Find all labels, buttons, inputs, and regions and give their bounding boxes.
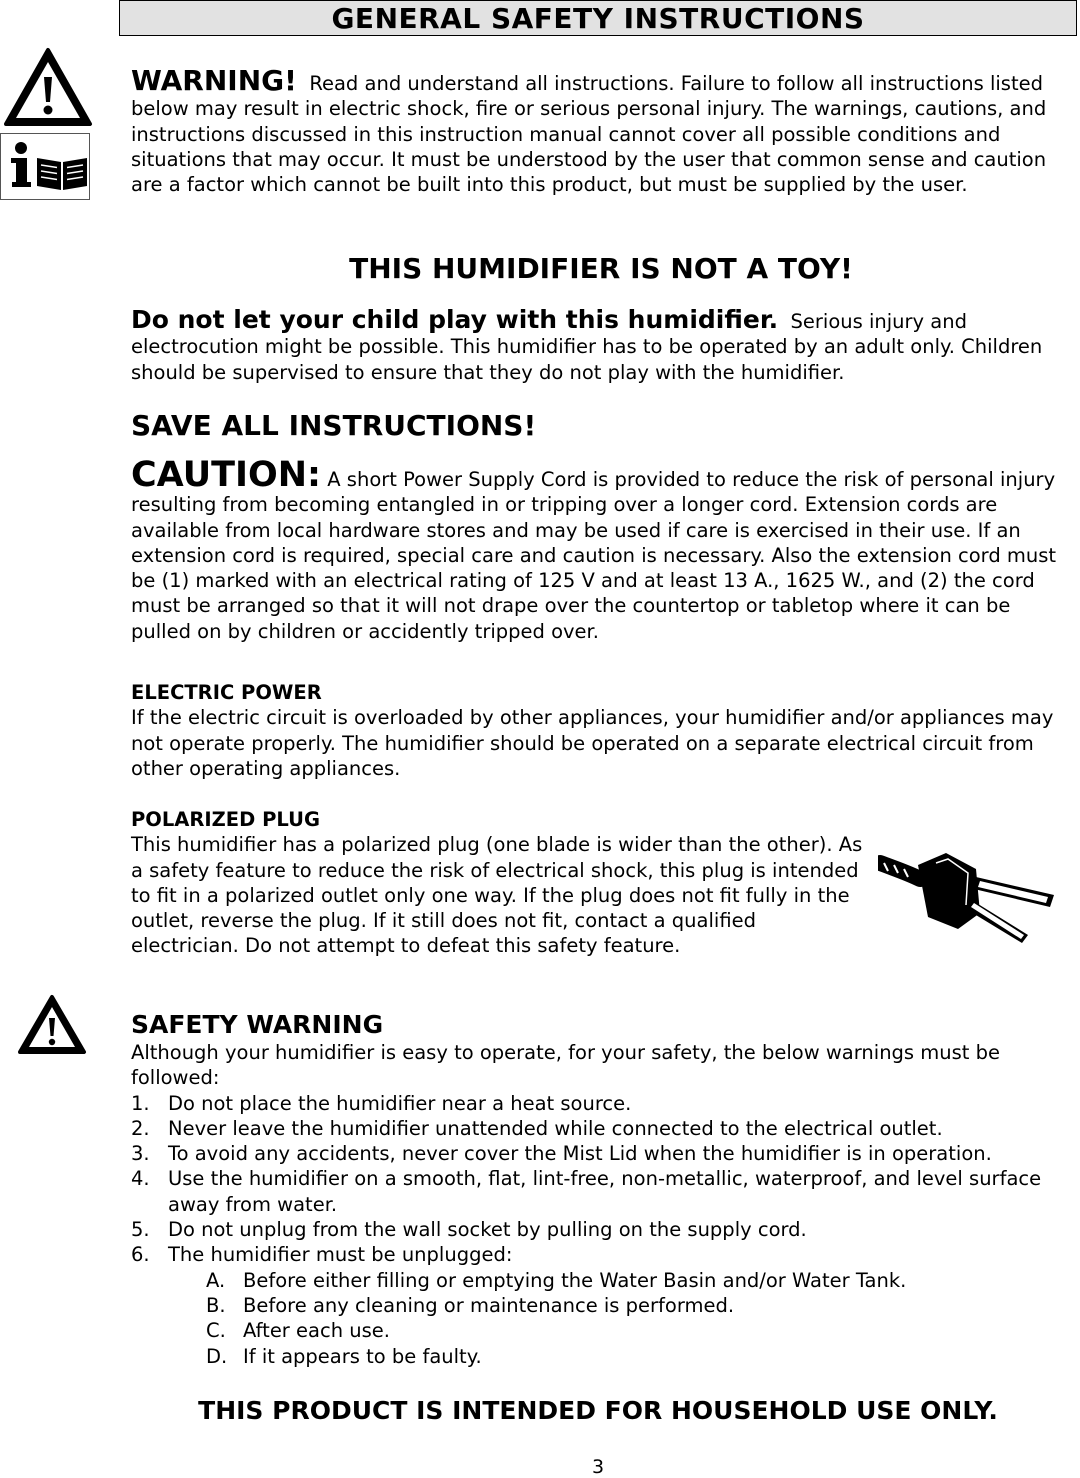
info-manual-icon <box>0 133 90 200</box>
list-item <box>131 1116 1076 1141</box>
safety-warning-heading: SAFETY WARNING <box>131 1010 384 1039</box>
list-item-number: 6. <box>131 1243 150 1267</box>
sub-list-item-text: After each use. <box>243 1319 390 1343</box>
page-title: GENERAL SAFETY INSTRUCTIONS <box>119 0 1077 36</box>
sub-list-item <box>131 1268 1076 1293</box>
sub-list-item-text: Before either filling or emptying the Water Basin and/or Water Tank. <box>243 1268 907 1292</box>
sub-list-item-letter: C. <box>206 1319 226 1343</box>
sub-list-item-text: If it appears to be faulty. <box>243 1344 482 1368</box>
child-paragraph <box>131 307 1071 385</box>
electric-power-section <box>131 680 1071 781</box>
warning-paragraph <box>131 64 1071 197</box>
warning-label: WARNING! <box>131 64 297 97</box>
list-item-text: The humidifier must be unplugged: <box>168 1243 513 1267</box>
page-number: 3 <box>591 1456 605 1478</box>
list-item <box>131 1141 1076 1166</box>
caution-text: A short Power Supply Cord is provided to reduce the risk of personal injury resulting from becoming entangled in or tripping over a longer cord. Extension cords are available from local hardware stores and may be used if care is exercised in their use. If an extension cord is required, special care and caution is necessary. Also the extension cord must be (1) marked with an electrical rating of 125 V and at least 13 A., 1625 W., and (2) the cord must be arranged so that it will not drape over the countertop or tabletop where it can be pulled on by children or accidently tripped over. <box>131 468 1057 643</box>
sub-list-item-letter: D. <box>206 1344 228 1368</box>
polarized-plug-icon <box>878 843 1058 943</box>
electric-power-heading: ELECTRIC POWER <box>131 681 322 704</box>
list-item-number: 3. <box>131 1142 150 1166</box>
sub-list-item <box>131 1293 1076 1318</box>
list-item-text: Use the humidifier on a smooth, flat, lint-free, non-metallic, waterproof, and level surface away from water. <box>168 1167 1042 1216</box>
list-item-number: 5. <box>131 1218 150 1242</box>
sub-list-item <box>131 1344 1076 1369</box>
list-item <box>131 1166 1076 1217</box>
list-item-text: To avoid any accidents, never cover the Mist Lid when the humidifier is in operation. <box>168 1142 992 1166</box>
safety-warning-list <box>131 1091 1076 1369</box>
save-heading: SAVE ALL INSTRUCTIONS! <box>131 409 537 442</box>
caution-label: CAUTION: <box>131 455 322 495</box>
safety-warning-icon <box>17 994 87 1056</box>
list-item-text: Never leave the humidifier unattended while connected to the electrical outlet. <box>168 1116 943 1140</box>
list-item-number: 1. <box>131 1091 150 1115</box>
sub-list-item <box>131 1318 1076 1343</box>
list-item-text: Do not unplug from the wall socket by pulling on the supply cord. <box>168 1218 807 1242</box>
child-text: Serious injury and electrocution might be possible. This humidifier has to be operated by an adult only. Children should be supervised to ensure that they do not play with the humidifier. <box>131 310 1043 384</box>
household-notice: THIS PRODUCT IS INTENDED FOR HOUSEHOLD USE ONLY. <box>198 1396 998 1425</box>
caution-paragraph <box>131 455 1071 644</box>
child-lead: Do not let your child play with this humidifier. <box>131 305 779 334</box>
warning-triangle-icon <box>3 46 93 128</box>
warning-text: Read and understand all instructions. Failure to follow all instructions listed below may result in electric shock, fire or serious personal injury. The warnings, cautions, and instructions discussed in this instruction manual cannot cover all possible conditions and situations that may occur. It must be understood by the user that common sense and caution are a factor which cannot be built into this product, but must be supplied by the user. <box>131 72 1047 197</box>
list-item <box>131 1242 1076 1267</box>
safety-warning-section <box>131 1010 1076 1369</box>
list-item-number: 4. <box>131 1167 150 1191</box>
sub-list-item-text: Before any cleaning or maintenance is performed. <box>243 1293 735 1317</box>
polarized-plug-section <box>131 807 866 959</box>
sub-list-item-letter: A. <box>206 1268 226 1292</box>
sub-list-item-letter: B. <box>206 1293 226 1317</box>
list-item <box>131 1217 1076 1242</box>
electric-power-text: If the electric circuit is overloaded by other appliances, your humidifier and/or appliances may not operate properly. The humidifier should be operated on a separate electrical circuit from other operating appliances. <box>131 706 1054 780</box>
not-a-toy-heading: THIS HUMIDIFIER IS NOT A TOY! <box>349 252 853 285</box>
list-item <box>131 1091 1076 1116</box>
list-item-text: Do not place the humidifier near a heat source. <box>168 1091 632 1115</box>
polarized-plug-text: This humidifier has a polarized plug (one blade is wider than the other). As a safety feature to reduce the risk of electrical shock, this plug is intended to fit in a polarized outlet only one way. If the plug does not fit fully in the outlet, reverse the plug. If it still does not fit, contact a qualified electrician. Do not attempt to defeat this safety feature. <box>131 833 863 958</box>
safety-warning-intro: Although your humidifier is easy to operate, for your safety, the below warnings must be followed: <box>131 1041 1001 1090</box>
list-item-number: 2. <box>131 1116 150 1140</box>
polarized-plug-heading: POLARIZED PLUG <box>131 808 320 831</box>
